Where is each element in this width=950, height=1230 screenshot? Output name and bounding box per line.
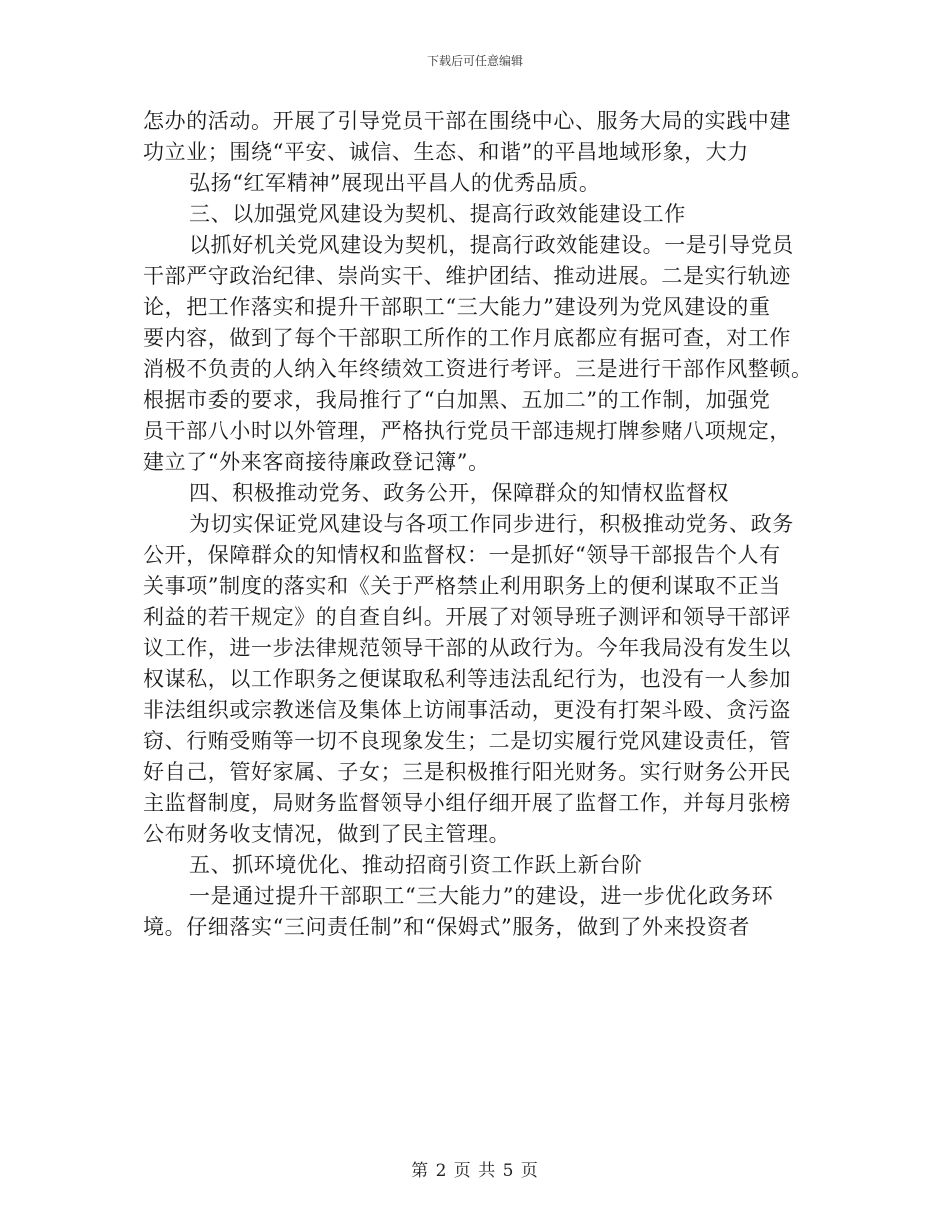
page-header: 下载后可任意编辑 xyxy=(426,54,523,68)
text-line: 消极不负责的人纳入年终绩效工资进行考评。三是进行干部作风整顿。 xyxy=(143,357,813,381)
text-line: 主监督制度，局财务监督领导小组仔细开展了监督工作，并每月张榜 xyxy=(143,791,791,815)
text-line: 权谋私，以工作职务之便谋取私利等违法乱纪行为，也没有一人参加 xyxy=(143,667,791,691)
text-line: 关事项”制度的落实和《关于严格禁止利用职务上的便利谋取不正当 xyxy=(143,574,781,598)
text-line: 一是通过提升干部职工“三大能力”的建设，进一步优化政务环 xyxy=(189,884,774,908)
text-line: 好自己，管好家属、子女；三是积极推行阳光财务。实行财务公开民 xyxy=(143,760,791,784)
text-line: 建立了“外来客商接待廉政登记簿”。 xyxy=(143,450,490,474)
text-line: 三、以加强党风建设为契机、提高行政效能建设工作 xyxy=(189,202,686,226)
text-line: 以抓好机关党风建设为契机，提高行政效能建设。一是引导党员 xyxy=(189,233,794,257)
text-line: 为切实保证党风建设与各项工作同步进行，积极推动党务、政务 xyxy=(189,512,794,536)
document-body xyxy=(143,106,813,943)
text-line: 四、积极推动党务、政务公开，保障群众的知情权监督权 xyxy=(189,481,729,505)
text-line: 怎办的活动。开展了引导党员干部在围绕中心、服务大局的实践中建 xyxy=(143,109,791,133)
text-line: 弘扬“红军精神”展现出平昌人的优秀品质。 xyxy=(189,171,601,195)
text-line: 根据市委的要求，我局推行了“白加黑、五加二”的工作制，加强党 xyxy=(143,388,771,412)
text-line: 非法组织或宗教迷信及集体上访闹事活动，更没有打架斗殴、贪污盗 xyxy=(143,698,791,722)
page-number-footer: 第 2 页 共 5 页 xyxy=(411,1161,539,1181)
text-line: 公开，保障群众的知情权和监督权：一是抓好“领导干部报告个人有 xyxy=(143,543,781,567)
text-line: 功立业；围绕“平安、诚信、生态、和谐”的平昌地域形象，大力 xyxy=(143,140,749,164)
text-line: 论，把工作落实和提升干部职工“三大能力”建设列为党风建设的重 xyxy=(143,295,771,319)
text-line: 利益的若干规定》的自查自纠。开展了对领导班子测评和领导干部评 xyxy=(143,605,791,629)
text-line: 员干部八小时以外管理，严格执行党员干部违规打牌参赌八项规定， xyxy=(143,419,791,443)
text-line: 五、抓环境优化、推动招商引资工作跃上新台阶 xyxy=(189,853,643,877)
text-line: 公布财务收支情况，做到了民主管理。 xyxy=(143,822,511,846)
text-line: 干部严守政治纪律、崇尚实干、维护团结、推动进展。二是实行轨迹 xyxy=(143,264,791,288)
text-line: 境。仔细落实“三问责任制”和“保姆式”服务，做到了外来投资者 xyxy=(143,915,750,939)
text-line: 窃、行贿受贿等一切不良现象发生；二是切实履行党风建设责任，管 xyxy=(143,729,791,753)
text-line: 要内容，做到了每个干部职工所作的工作月底都应有据可查，对工作 xyxy=(143,326,791,350)
text-line: 议工作，进一步法律规范领导干部的从政行为。今年我局没有发生以 xyxy=(143,636,791,660)
